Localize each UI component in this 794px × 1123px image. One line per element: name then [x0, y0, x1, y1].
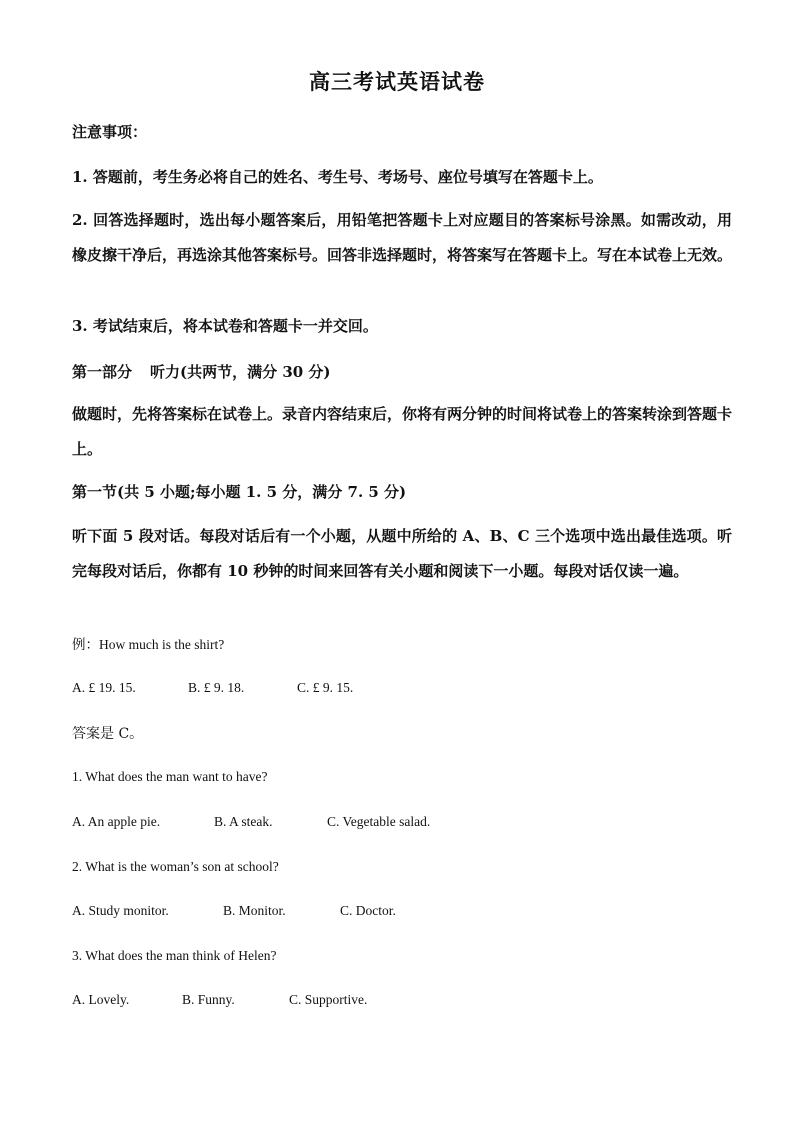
question-2-text: 2. What is the woman’s son at school? — [72, 859, 279, 874]
question-1-option-c: C. Vegetable salad. — [327, 814, 431, 829]
part1-instruction: 做题时，先将答案标在试卷上。录音内容结束后，你将有两分钟的时间将试卷上的答案转涂到答题卡上。 — [72, 405, 733, 458]
question-1-text: 1. What does the man want to have? — [72, 769, 268, 784]
question-3-text: 3. What does the man think of Helen? — [72, 948, 277, 963]
notice-item-2: 2. 回答选择题时，选出每小题答案后，用铅笔把答题卡上对应题目的答案标号涂黑。如需改动，用橡皮擦干净后，再选涂其他答案标号。回答非选择题时，将答案写在答题卡上。写在本试卷上无效。 — [72, 211, 733, 264]
notice-item-3: 3. 考试结束后，将本试卷和答题卡一并交回。 — [72, 317, 378, 335]
notice-heading: 注意事项： — [72, 123, 148, 141]
question-2-option-b: B. Monitor. — [223, 903, 286, 918]
question-2-option-c: C. Doctor. — [340, 903, 396, 918]
page-title: 高三考试英语试卷 — [309, 69, 485, 94]
section1-heading: 第一节(共 5 小题;每小题 1. 5 分，满分 7. 5 分) — [72, 483, 407, 501]
question-1-option-a: A. An apple pie. — [72, 814, 161, 829]
question-3-option-b: B. Funny. — [182, 992, 235, 1007]
part1-heading — [72, 360, 732, 384]
example-option-b: B. £ 9. 18. — [188, 680, 245, 695]
example-question: 例：How much is the shirt? — [72, 637, 225, 652]
part1-name: 听力(共两节，满分 30 分) — [150, 363, 331, 381]
notice-item-1: 1. 答题前，考生务必将自己的姓名、考生号、考场号、座位号填写在答题卡上。 — [72, 168, 603, 186]
example-option-c: C. £ 9. 15. — [297, 680, 354, 695]
example-option-a: A. £ 19. 15. — [72, 680, 136, 695]
question-3-option-c: C. Supportive. — [289, 992, 368, 1007]
example-answer: 答案是 C。 — [72, 726, 144, 742]
question-2-option-a: A. Study monitor. — [72, 903, 169, 918]
question-3-option-a: A. Lovely. — [72, 992, 130, 1007]
section1-instruction: 听下面 5 段对话。每段对话后有一个小题，从题中所给的 A、B、C 三个选项中选出最佳选项。听完每段对话后，你都有 10 秒钟的时间来回答有关小题和阅读下一小题。每段对话仅读一遍。 — [72, 527, 732, 580]
question-1-option-b: B. A steak. — [214, 814, 273, 829]
part1-label: 第一部分 — [72, 363, 133, 381]
